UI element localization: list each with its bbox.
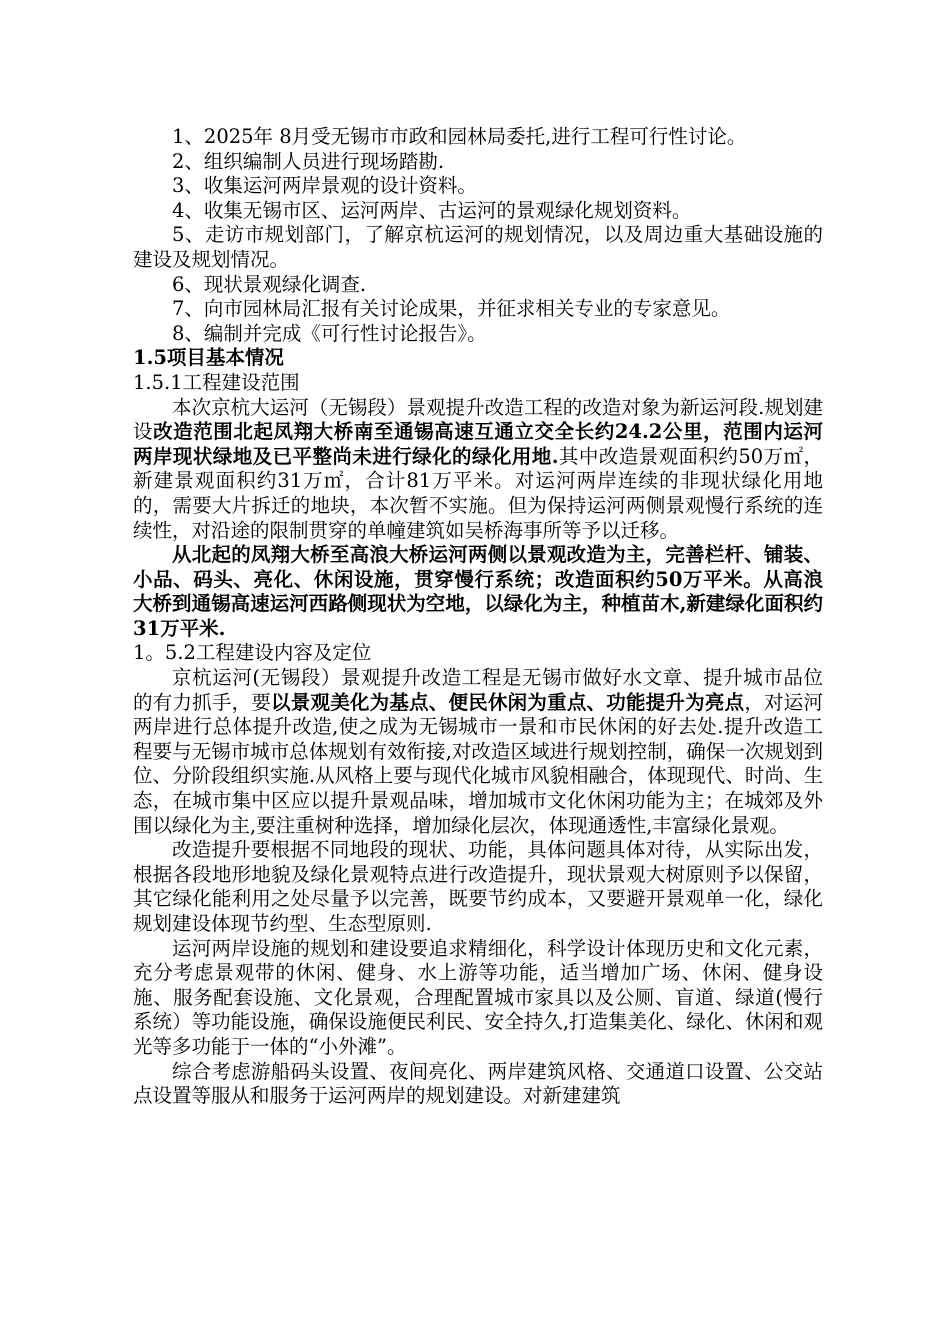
content-paragraph-3: 运河两岸设施的规划和建设要追求精细化，科学设计体现历史和文化元素，充分考虑景观带的休闲、健身、水上游等功能，适当增加广场、休闲、健身设施、服务配套设施、文化景观，合理配置城市家具以及公厕、盲道、绿道(慢行系统）等功能设施，确保设施便民利民、安全持久,打造集美化、绿化、休闲和观光等多功能于一体的“小外滩”。 — [133, 936, 823, 1058]
subsection-heading-content-positioning: 1。5.2工程建设内容及定位 — [133, 641, 372, 665]
scope-paragraph-1-bold: 改造范围北起凤翔大桥南至通锡高速互通立交全长约24.2公里，范围内运河两岸现状绿地及已平整尚未进行绿化的绿化用地. — [133, 420, 823, 468]
subsection-heading-scope: 1.5.1工程建设范围 — [133, 370, 300, 394]
content-paragraph-1-text-b: ，对运河两岸进行总体提升改造,使之成为无锡城市一景和市民休闲的好去处.提升改造工程要与无锡市城市总体规划有效衔接,对改造区域进行规划控制，确保一次规划到位、分阶段组织实施.从风格上要与现代化城市风貌相融合，体现现代、时尚、生态，在城市集中区应以提升景观品味，增加城市文化休闲功能为主；在城郊及外围以绿化为主,要注重树种选择，增加绿化层次，体现通透性,丰富绿化景观。 — [133, 690, 823, 837]
step-item-3: 3、收集运河两岸景观的设计资料。 — [172, 174, 477, 198]
step-item-6: 6、现状景观绿化调查. — [172, 272, 367, 296]
step-item-8: 8、编制并完成《可行性讨论报告》。 — [172, 321, 487, 345]
step-item-1: 1、2025年 8月受无锡市市政和园林局委托,进行工程可行性讨论。 — [172, 125, 747, 148]
content-paragraph-1 — [133, 666, 823, 838]
content-paragraph-4: 综合考虑游船码头设置、夜间亮化、两岸建筑风格、交通道口设置、公交站点设置等服从和服务于运河两岸的规划建设。对新建建筑 — [133, 1059, 823, 1108]
document-body — [133, 125, 823, 1109]
step-item-7: 7、向市园林局汇报有关讨论成果，并征求相关专业的专家意见。 — [172, 297, 731, 321]
scope-paragraph-1-text-b: 其中改造景观面积约50万㎡，新建景观面积约31万㎡，合计81万平米。对运河两岸连续的非现状绿化用地的，需要大片拆迁的地块，本次暂不实施。但为保持运河两侧景观慢行系统的连续性，对沿途的限制贯穿的单幢建筑如吴桥海事所等予以迁移。 — [133, 444, 823, 542]
step-item-5: 5、走访市规划部门，了解京杭运河的规划情况，以及周边重大基础设施的建设及规划情况。 — [133, 223, 823, 271]
scope-paragraph-1 — [133, 396, 823, 544]
step-item-4: 4、收集无锡市区、运河两岸、古运河的景观绿化规划资料。 — [172, 198, 692, 222]
scope-paragraph-1-text-a: 本次京杭大运河（无锡段）景观提升改造工程的改造对象为新运河段.规划建设 — [133, 395, 823, 444]
section-heading-project-basics: 1.5项目基本情况 — [133, 346, 284, 370]
step-item-2: 2、组织编制人员进行现场踏勘. — [172, 149, 445, 173]
content-paragraph-1-text-a: 京杭运河(无锡段）景观提升改造工程是无锡市做好水文章、提升城市品位的有力抓手，要 — [133, 666, 823, 714]
content-paragraph-2: 改造提升要根据不同地段的现状、功能，具体问题具体对待，从实际出发，根据各段地形地貌及绿化景观特点进行改造提升，现状景观大树原则予以保留，其它绿化能利用之处尽量予以完善，既要节约成本，又要避开景观单一化，绿化规划建设体现节约型、生态型原则. — [133, 838, 823, 935]
scope-paragraph-2-bold: 从北起的凤翔大桥至高浪大桥运河两侧以景观改造为主，完善栏杆、铺装、小品、码头、亮化、休闲设施，贯穿慢行系统；改造面积约50万平米。从高浪大桥到通锡高速运河西路侧现状为空地，以绿化为主，种植苗木,新建绿化面积约31万平米. — [133, 543, 823, 640]
content-paragraph-1-bold: 以景观美化为基点、便民休闲为重点、功能提升为亮点 — [271, 690, 745, 714]
